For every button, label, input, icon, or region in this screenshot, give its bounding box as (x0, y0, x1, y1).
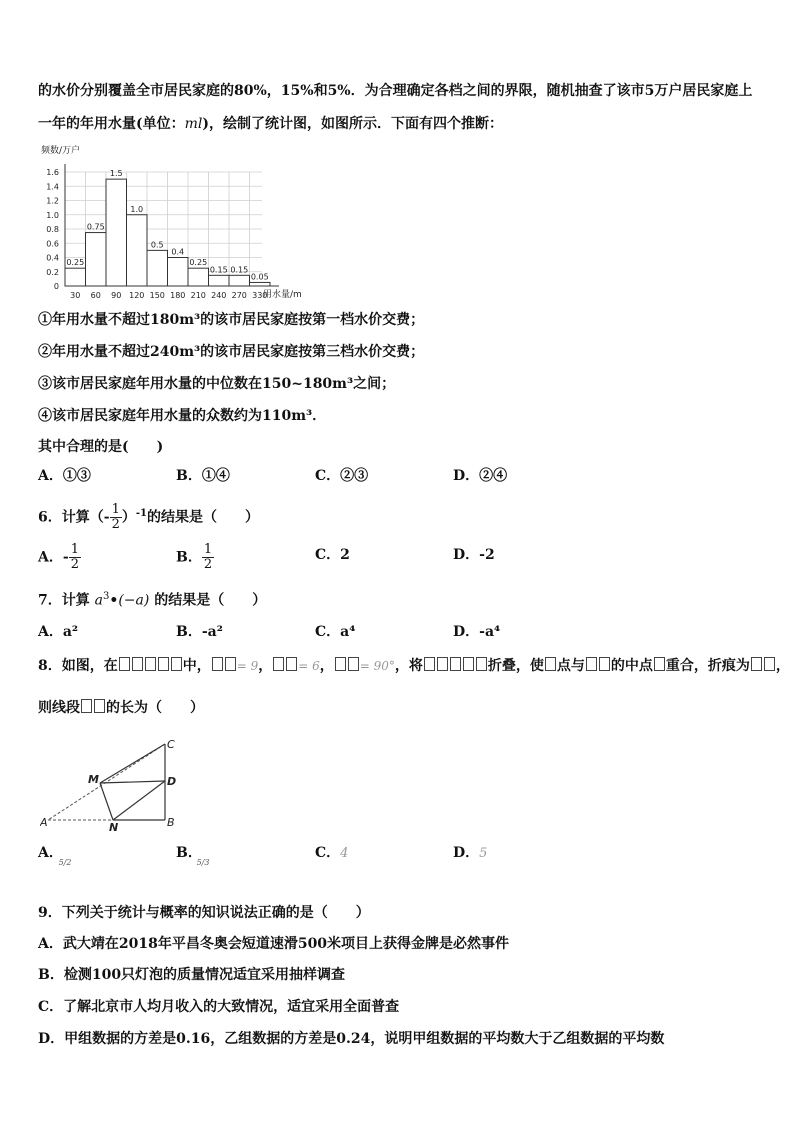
missing-glyph-box (225, 657, 236, 671)
water-usage-histogram (34, 142, 314, 304)
missing-glyph-box (450, 657, 461, 671)
q8-t3: ，将 (394, 658, 423, 674)
missing-glyph-box (599, 657, 610, 671)
q8-option-d[interactable] (453, 843, 487, 864)
q5-option-a[interactable]: A．①③ (38, 468, 91, 484)
q8-t1: 8．如图，在 (38, 658, 118, 674)
q7-option-a[interactable]: A．a² (38, 624, 79, 640)
bar-value-label: 0.5 (150, 240, 164, 250)
x-tick-label: 90 (111, 291, 122, 300)
q8-t2: 中， (182, 658, 211, 674)
q8-a-value: 5/2 (58, 858, 72, 867)
q5-prompt: 其中合理的是( ) (38, 439, 164, 455)
x-tick-label: 150 (149, 291, 165, 300)
q8-b-value: 5/3 (196, 858, 210, 867)
q8-condition-3: = 90° (359, 659, 395, 673)
bar-value-label: 1.5 (109, 169, 123, 179)
q7-option-c[interactable]: C．a⁴ (315, 624, 356, 640)
chart-ylabel: 频数/万户 (41, 146, 81, 156)
missing-glyph-box (654, 657, 665, 671)
missing-glyph-box (764, 657, 775, 671)
q8-t6: 的中点 (610, 658, 653, 674)
bar-value-label: 0.25 (66, 258, 85, 268)
q8-t5: 点与 (556, 658, 585, 674)
q8-b-label: B． (176, 845, 202, 861)
x-tick-label: 120 (129, 291, 145, 300)
q8-c-label: C． (315, 845, 341, 861)
missing-glyph-box (171, 657, 182, 671)
fold-triangle-figure (40, 738, 190, 834)
q6-option-c[interactable]: C．2 (315, 547, 350, 563)
q6-option-d[interactable]: D．-2 (453, 547, 495, 563)
histogram-bar (147, 250, 168, 286)
q8-a-label: A． (38, 845, 63, 861)
missing-glyph-box (476, 657, 487, 671)
q6-stem-b: ） (121, 509, 136, 526)
q7-expr-dot: • (109, 592, 119, 609)
y-tick-label: 0 (53, 282, 59, 291)
q7-stem-a: 7．计算 (38, 592, 90, 609)
q7-expr-exp: 3 (102, 591, 110, 602)
q5-option-d[interactable]: D．②④ (453, 468, 508, 484)
q6-b-den: 2 (203, 557, 213, 572)
x-tick-label: 60 (90, 291, 101, 300)
q8-d-value: 5 (479, 846, 488, 861)
q9-option-b[interactable]: B．检测100只灯泡的质量情况适宜采用抽样调查 (38, 967, 346, 983)
bar-value-label: 0.15 (209, 265, 228, 275)
intro-line-2 (38, 114, 503, 134)
histogram-bar (86, 233, 107, 286)
inference-1: ①年用水量不超过180m³的该市居民家庭按第一档水价交费； (38, 312, 425, 328)
q8-c-value: 4 (340, 846, 349, 861)
point-label-m: M (88, 773, 99, 786)
missing-glyph-box (424, 657, 435, 671)
q6-option-a[interactable] (38, 543, 81, 572)
point-label-b: B (167, 816, 175, 829)
y-tick-label: 1.4 (46, 182, 59, 192)
missing-glyph-box (273, 657, 284, 671)
missing-glyph-box (751, 657, 762, 671)
bar-value-label: 0.25 (189, 258, 208, 268)
q7-expr-b: (−a) (118, 592, 150, 609)
segment-md (100, 781, 165, 783)
missing-glyph-box (119, 657, 130, 671)
chart-xlabel: 用水量/m (263, 290, 302, 300)
q8-t8: ， (775, 658, 790, 674)
q6-b-fraction (202, 543, 214, 572)
missing-glyph-box (145, 657, 156, 671)
q5-option-b[interactable]: B．①④ (176, 468, 230, 484)
x-tick-label: 330 (252, 291, 268, 300)
segment-nd (113, 781, 165, 820)
q8-stem-line-1 (38, 656, 790, 676)
q8-sep-2: ， (319, 658, 334, 674)
missing-glyph-box (158, 657, 169, 671)
point-label-a: A (40, 816, 48, 829)
q8-line2a: 则线段 (38, 700, 80, 716)
q6-frac-den: 2 (111, 517, 120, 532)
y-tick-label: 0.4 (46, 253, 59, 263)
histogram-bar (209, 275, 230, 286)
x-tick-label: 210 (190, 291, 206, 300)
q6-stem (38, 503, 259, 532)
q8-stem-line-2 (38, 698, 204, 718)
histogram-bar (250, 282, 271, 286)
q9-option-d[interactable]: D．甲组数据的方差是0.16，乙组数据的方差是0.24，说明甲组数据的平均数大于乙组数据的平均数 (38, 1031, 665, 1047)
q6-b-num: 1 (203, 542, 213, 557)
x-tick-label: 180 (170, 291, 186, 300)
q6-a-num: 1 (70, 542, 79, 557)
q6-option-b[interactable] (176, 543, 214, 572)
histogram-bar (127, 215, 148, 286)
y-tick-label: 0.8 (46, 225, 59, 234)
histogram-bar (106, 179, 127, 286)
q7-stem-b: 的结果是（ ） (154, 592, 267, 609)
bar-value-label: 0.4 (171, 247, 185, 257)
inference-3: ③该市居民家庭年用水量的中位数在150~180m³之间； (38, 376, 396, 392)
missing-glyph-box (586, 657, 597, 671)
histogram-bar (188, 268, 209, 286)
bar-value-label: 1.0 (130, 204, 144, 214)
missing-glyph-box (212, 657, 223, 671)
q6-frac-num: 1 (111, 502, 120, 517)
q9-option-c[interactable]: C．了解北京市人均月收入的大致情况，适宜采用全面普查 (38, 999, 400, 1015)
y-tick-label: 0.2 (46, 267, 59, 277)
q6-exponent: -1 (135, 507, 147, 519)
q8-condition-2: = 6 (298, 659, 320, 673)
q8-line2b: 的长为（ ） (106, 700, 204, 716)
q8-sep-1: ， (258, 658, 273, 674)
segment-mn (100, 783, 113, 820)
q8-condition-1: = 9 (236, 659, 259, 673)
q9-option-a[interactable]: A．武大靖在2018年平昌冬奥会短道速滑500米项目上获得金牌是必然事件 (38, 936, 510, 952)
x-tick-label: 240 (211, 291, 227, 300)
missing-glyph-box (545, 657, 556, 671)
missing-glyph-box (132, 657, 143, 671)
inference-2: ②年用水量不超过240m³的该市居民家庭按第三档水价交费； (38, 344, 425, 360)
y-tick-label: 1.0 (46, 210, 59, 220)
y-tick-label: 1.2 (46, 196, 59, 206)
missing-glyph-box (81, 699, 92, 713)
q8-t7: 重合，折痕为 (665, 658, 750, 674)
q5-option-c[interactable]: C．②③ (315, 468, 369, 484)
y-tick-label: 1.6 (46, 168, 59, 177)
intro-line-2b: )，绘制了统计图，如图所示．下面有四个推断： (202, 116, 504, 132)
histogram-bar (229, 275, 250, 286)
q9-stem: 9．下列关于统计与概率的知识说法正确的是（ ） (38, 905, 370, 921)
bar-value-label: 0.05 (250, 272, 269, 282)
point-label-n: N (109, 821, 119, 834)
q6-fraction (110, 503, 122, 532)
q6-stem-c: 的结果是（ ） (146, 509, 259, 526)
x-tick-label: 30 (70, 291, 81, 300)
x-tick-label: 270 (231, 291, 247, 300)
missing-glyph-box (348, 657, 359, 671)
q6-a-fraction (69, 543, 81, 572)
segment-mc (100, 744, 165, 783)
q8-option-c[interactable] (315, 843, 348, 864)
missing-glyph-box (335, 657, 346, 671)
histogram-bar (168, 258, 189, 287)
intro-line-2a: 一年的年用水量(单位： (38, 116, 185, 132)
q6-stem-a: 6．计算（- (38, 509, 110, 526)
point-label-d: D (167, 775, 177, 788)
inference-4: ④该市居民家庭年用水量的众数约为110m³． (38, 408, 327, 424)
q8-t4: 折叠，使 (487, 658, 544, 674)
missing-glyph-box (437, 657, 448, 671)
missing-glyph-box (286, 657, 297, 671)
q6-a-den: 2 (70, 557, 79, 572)
q8-d-label: D． (453, 845, 480, 861)
q7-stem (38, 587, 266, 611)
y-tick-label: 0.6 (46, 239, 59, 249)
q7-option-d[interactable]: D．-a⁴ (453, 624, 501, 640)
q7-option-b[interactable]: B．-a² (176, 624, 223, 640)
q7-expr-a: a (94, 592, 103, 609)
point-label-c: C (167, 738, 175, 751)
histogram-bar (65, 268, 86, 286)
bar-value-label: 0.75 (86, 222, 105, 232)
bar-value-label: 0.15 (230, 265, 249, 275)
intro-line-1: 的水价分别覆盖全市居民家庭的80%，15%和5%．为合理确定各档之间的界限，随机抽查了该市5万户居民家庭上 (38, 83, 753, 99)
missing-glyph-box (94, 699, 105, 713)
missing-glyph-box (463, 657, 474, 671)
q6-a-label: A．- (38, 549, 69, 566)
unit-symbol: ml (184, 116, 203, 132)
q6-b-label: B． (176, 549, 202, 566)
